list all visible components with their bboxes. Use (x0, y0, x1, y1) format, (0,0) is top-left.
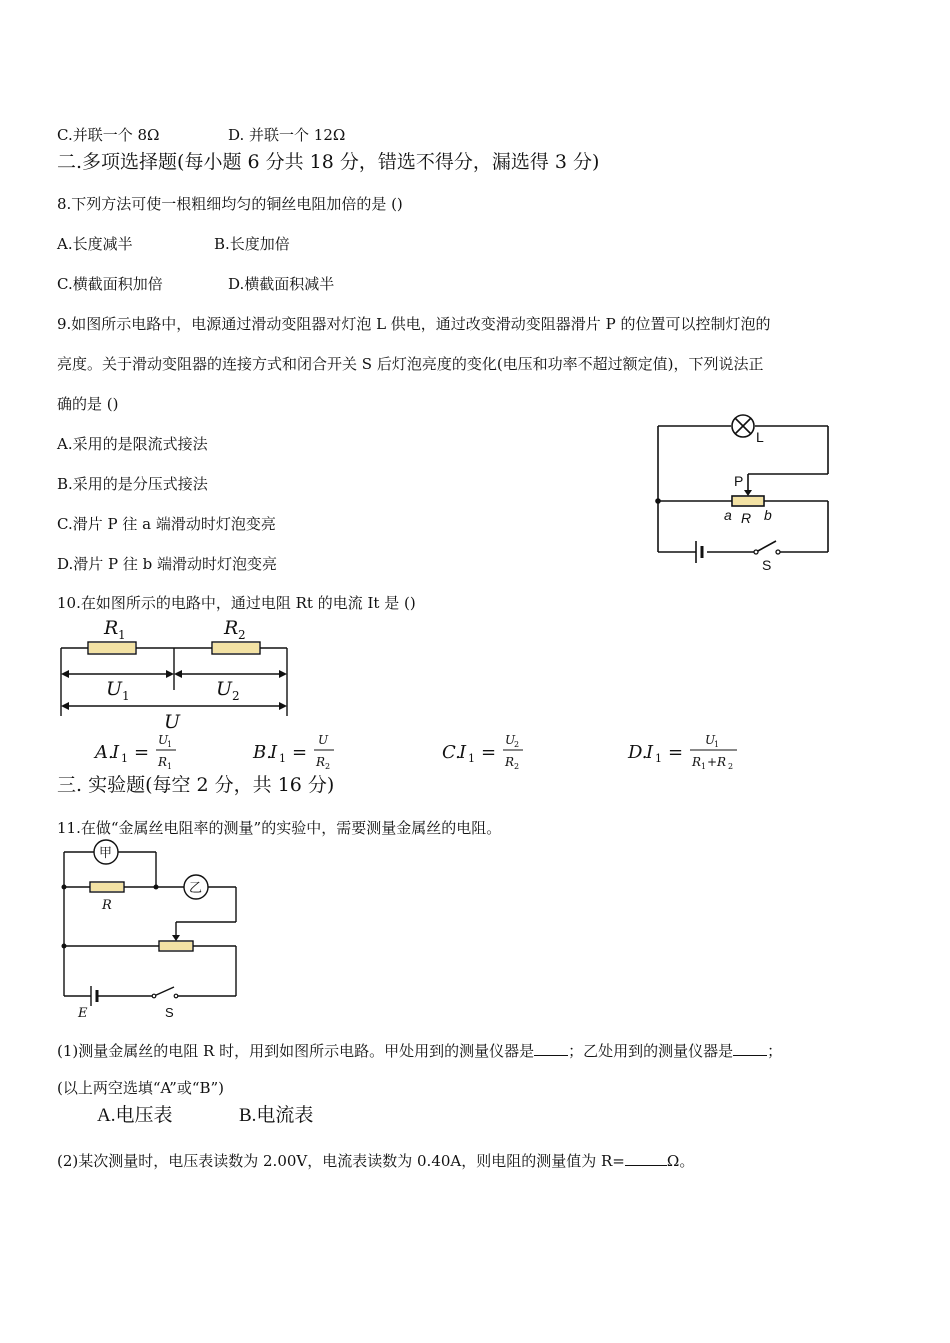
switch-contact (174, 994, 178, 998)
q10-options (90, 728, 770, 776)
svg-text:1: 1 (468, 752, 475, 765)
arrowhead (279, 702, 287, 710)
junction-dot (154, 885, 159, 890)
end-b-label: b (764, 507, 772, 523)
switch-contact (152, 994, 156, 998)
svg-text:1: 1 (167, 740, 173, 749)
q9-circuit-diagram (650, 410, 840, 575)
svg-text:=: = (481, 742, 497, 763)
q11-option-b: B.电流表 (239, 1105, 314, 1126)
q10-option-d (627, 733, 737, 771)
u1-subscript: 1 (122, 689, 130, 703)
arrowhead (279, 670, 287, 678)
q11-circuit-diagram (56, 838, 246, 1020)
meter-yi-label: 乙 (189, 881, 203, 896)
svg-text:R: R (692, 755, 702, 769)
r2-subscript: 2 (238, 628, 246, 642)
slider-arrow-icon (744, 490, 752, 496)
q11-part1-end: ； (767, 1042, 783, 1060)
switch-contact (754, 550, 758, 554)
q11-part1-mid: ；乙处用到的测量仪器是 (568, 1042, 734, 1060)
rheostat-label: R (741, 510, 752, 526)
switch-label: S (165, 1005, 174, 1020)
q9-option-c: C.滑片 P 往 a 端滑动时灯泡变亮 (57, 515, 276, 533)
q11-part1-text: (1)测量金属丝的电阻 R 时，用到如图所示电路。甲处用到的测量仪器是 (57, 1042, 535, 1060)
rheostat-fill (733, 497, 763, 505)
battery-label: E (78, 1006, 88, 1021)
switch-contact (776, 550, 780, 554)
svg-text:2: 2 (728, 762, 734, 771)
svg-text:1: 1 (714, 740, 720, 749)
answer-blank-jia[interactable] (534, 1041, 568, 1056)
svg-text:I: I (459, 742, 467, 763)
svg-text:2: 2 (514, 740, 520, 749)
u-label: U (164, 711, 181, 733)
junction-dot (655, 498, 661, 504)
arrowhead (166, 670, 174, 678)
section-2-title: 二.多项选择题(每小题 6 分共 18 分，错选不得分，漏选得 3 分) (57, 151, 600, 173)
svg-text:I: I (112, 742, 120, 763)
resistor-r1-fill (89, 643, 135, 653)
q9-option-a: A.采用的是限流式接法 (57, 435, 208, 453)
svg-text:=: = (668, 742, 684, 763)
u2-label: U (216, 678, 233, 700)
q10-option-c (442, 733, 523, 771)
svg-text:2: 2 (325, 762, 331, 771)
q8-option-b: B.长度加倍 (214, 235, 290, 253)
svg-text:1: 1 (167, 762, 173, 771)
q9-stem-line2: 亮度。关于滑动变阻器的连接方式和闭合开关 S 后灯泡亮度的变化(电压和功率不超过额定值)，下列说法正 (57, 355, 764, 373)
lamp-label: L (756, 429, 764, 445)
svg-text:R: R (316, 755, 326, 769)
r1-label: R (104, 617, 119, 639)
meter-jia-label: 甲 (99, 846, 113, 861)
q7-option-d: D. 并联一个 12Ω (228, 126, 346, 144)
q11-part2-unit: Ω。 (666, 1152, 695, 1170)
slider-label: P (734, 473, 744, 489)
switch-blade (154, 987, 174, 996)
q10-option-a (93, 733, 176, 771)
svg-text:1: 1 (701, 762, 707, 771)
end-a-label: a (724, 507, 732, 523)
q8-stem: 8.下列方法可使一根粗细均匀的铜丝电阻加倍的是 () (57, 195, 403, 213)
q11-stem: 11.在做“金属丝电阻率的测量”的实验中，需要测量金属丝的电阻。 (57, 819, 502, 837)
q11-part2-text: (2)某次测量时，电压表读数为 2.00V，电流表读数为 0.40A，则电阻的测量值为 R= (57, 1152, 625, 1170)
arrowhead (61, 670, 69, 678)
svg-text:=: = (134, 742, 150, 763)
switch-label: S (762, 557, 772, 573)
q10-stem: 10.在如图所示的电路中，通过电阻 Rt 的电流 It 是 () (57, 594, 416, 612)
q10-option-b (252, 733, 334, 771)
junction-dot (62, 944, 67, 949)
q8-option-a: A.长度减半 (57, 235, 133, 253)
arrowhead (61, 702, 69, 710)
rheostat-fill (160, 942, 192, 950)
arrowhead (174, 670, 182, 678)
q11-note: (以上两空选填“A”或“B”) (57, 1079, 225, 1097)
q11-option-a: A.电压表 (97, 1105, 173, 1126)
q7-option-c: C.并联一个 8Ω (57, 126, 160, 144)
svg-text:U: U (318, 733, 329, 747)
svg-text:C.: C. (442, 742, 461, 763)
q10-circuit-diagram (56, 614, 296, 732)
switch-blade (756, 541, 776, 552)
q9-stem-line1: 9.如图所示电路中，电源通过滑动变阻器对灯泡 L 供电，通过改变滑动变阻器滑片 P 的位置可以控制灯泡的 (57, 315, 771, 333)
r1-subscript: 1 (118, 628, 126, 642)
svg-text:2: 2 (514, 762, 520, 771)
slider-arrow-icon (172, 935, 180, 941)
svg-text:=: = (292, 742, 308, 763)
svg-text:U: U (158, 733, 169, 747)
section-3-title: 三. 实验题(每空 2 分，共 16 分) (57, 774, 335, 796)
svg-text:1: 1 (279, 752, 286, 765)
resistor-r2-fill (213, 643, 259, 653)
svg-text:I: I (646, 742, 654, 763)
q8-option-c: C.横截面积加倍 (57, 275, 163, 293)
answer-blank-r[interactable] (625, 1151, 667, 1166)
svg-text:R: R (158, 755, 168, 769)
svg-text:A.: A. (95, 742, 114, 763)
q9-stem-line3: 确的是 () (57, 395, 119, 413)
svg-text:I: I (270, 742, 278, 763)
svg-text:U: U (705, 733, 716, 747)
resistor-label: R (102, 898, 112, 913)
svg-text:R: R (505, 755, 515, 769)
q11-part2 (57, 1151, 694, 1170)
svg-text:+R: +R (707, 755, 727, 769)
svg-text:1: 1 (655, 752, 662, 765)
svg-text:U: U (505, 733, 516, 747)
q9-option-d: D.滑片 P 往 b 端滑动时灯泡变亮 (57, 555, 278, 573)
svg-text:1: 1 (121, 752, 128, 765)
r2-label: R (224, 617, 239, 639)
q8-option-d: D.横截面积减半 (228, 275, 335, 293)
junction-dot (62, 885, 67, 890)
svg-text:B.: B. (253, 742, 272, 763)
resistor-fill (91, 883, 123, 891)
svg-text:D.: D. (628, 742, 648, 763)
q11-part1 (57, 1041, 782, 1060)
q9-option-b: B.采用的是分压式接法 (57, 475, 208, 493)
u2-subscript: 2 (232, 689, 240, 703)
answer-blank-yi[interactable] (733, 1041, 767, 1056)
u1-label: U (106, 678, 123, 700)
